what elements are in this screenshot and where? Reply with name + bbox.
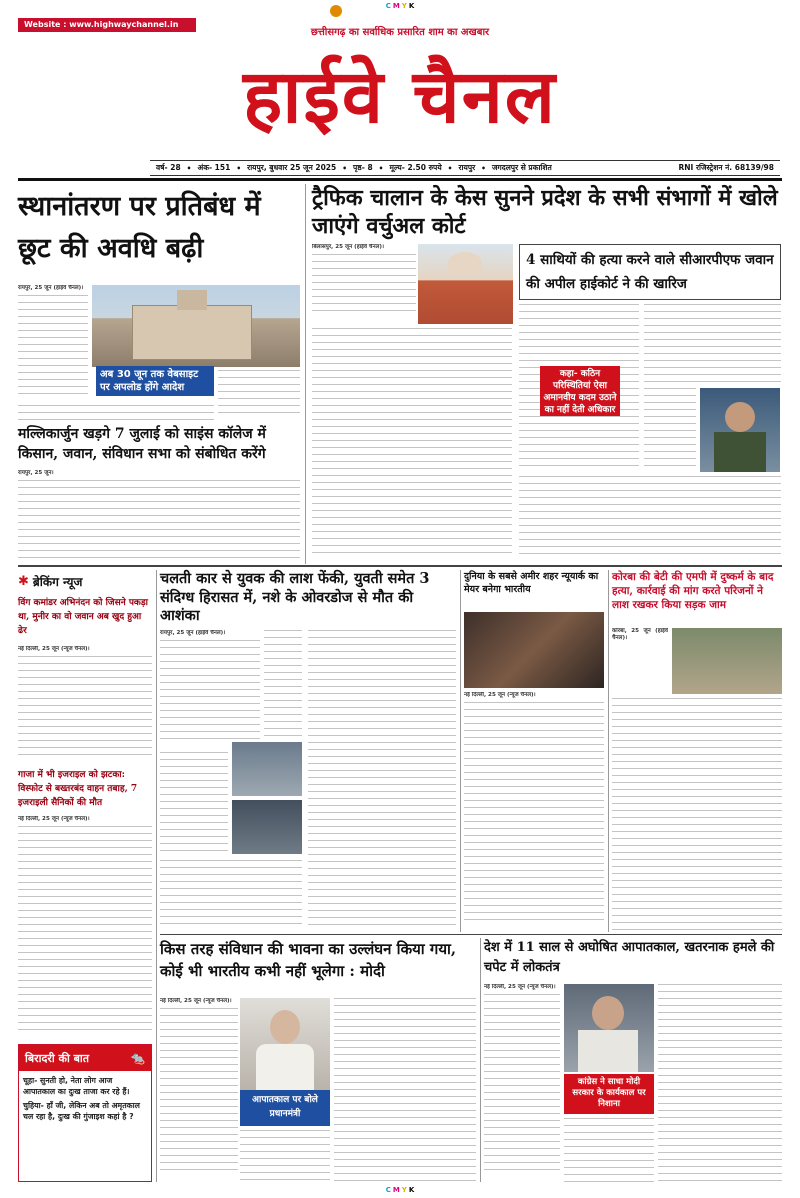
traffic-body [312, 244, 416, 324]
masthead-title: हाईवे चैनल [243, 54, 557, 140]
crpf-body-3 [519, 476, 781, 560]
pages: पृष्ठ- 8 [353, 163, 373, 172]
biradari-title: बिरादरी की बात [25, 1051, 90, 1065]
rni: RNI रजिस्ट्रेशन नं. 68139/98 [678, 163, 774, 172]
transfer-body-right [218, 370, 300, 416]
kharge-headline[interactable]: मल्लिकार्जुन खड़गे 7 जुलाई को साइंस कॉलेज में किसान, जवान, संविधान सभा को संबोधित करेंगे [18, 426, 266, 462]
car-photo-1 [232, 742, 302, 796]
crpf-body-2 [644, 304, 781, 384]
breaking-headline-2[interactable]: गाजा में भी इजराइल को झटका: विस्फोट से बख्तरबंद वाहन तबाह, 7 इजराइली सैनिकों की मौत [18, 770, 138, 808]
modi-photo [240, 998, 330, 1090]
traffic-body-2 [312, 328, 512, 558]
registration-marks-top: C M Y K [385, 2, 415, 10]
rat-icon: 🐀 [130, 1051, 145, 1065]
kharge-dateline: रायपुर, 25 जून। [18, 470, 54, 476]
car-photo-2 [232, 800, 302, 854]
korba-dateline: कोरबा, 25 जून (हाईवे चैनल)। [612, 628, 668, 642]
emergency-body-2 [658, 984, 782, 1182]
modi-body-1 [160, 998, 238, 1182]
korba-body [612, 698, 782, 930]
breaking-body-1 [18, 646, 152, 766]
breaking-label-box [18, 570, 152, 592]
kharge-body [18, 470, 300, 560]
edition: जगदलपुर से प्रकाशित [491, 163, 552, 172]
breaking-label: ब्रेकिंग न्यूज [32, 574, 83, 589]
breaking-icon: ✱ [18, 573, 29, 589]
traffic-dateline: बिलासपुर, 25 जून (हाईवे चैनल)। [312, 244, 385, 250]
car-body-3 [308, 630, 456, 930]
car-headline[interactable]: चलती कार से युवक की लाश फेंकी, युवती समेत 3 संदिग्ध हिरासत में, नशे के ओवरडोज से मौत की आशंका [160, 570, 430, 624]
biradari-line-1: चूहा- सुनती हो, नेता लोग आज आपातकाल का दुःख ताजा कर रहे हैं। [23, 1076, 130, 1096]
car-body-1 [160, 630, 260, 750]
richest-dateline: नई दिल्ली, 25 जून (न्यूज चैनल)। [464, 692, 536, 698]
header-rule [18, 178, 782, 181]
price: मूल्य- 2.50 रुपये [389, 163, 442, 172]
car-body-2 [160, 860, 302, 930]
biradari-box [18, 1044, 152, 1182]
transfer-dateline: रायपुर, 25 जून (हाईवे चैनल)। [18, 285, 84, 291]
breaking-dateline-1: नई दिल्ली, 25 जून (न्यूज चैनल)। [18, 646, 90, 652]
richest-headline[interactable]: दुनिया के सबसे अमीर शहर न्यूयार्क का मेयर बनेगा भारतीय [464, 571, 599, 595]
modi-dateline: नई दिल्ली, 25 जून (न्यूज चैनल)। [160, 998, 232, 1004]
website-label[interactable]: Website : www.highwaychannel.in [18, 18, 196, 32]
transfer-caption: अब 30 जून तक वेबसाइट पर अपलोड होंगे आदेश [96, 366, 214, 396]
transfer-headline[interactable]: स्थानांतरण पर प्रतिबंध में छूट की अवधि बढ़ी [18, 191, 261, 264]
emergency-body-1 [484, 984, 560, 1182]
info-bar: वर्ष- 28 • अंक- 151 • रायपुर, बुधवार 25 जून 2025 • पृष्ठ- 8 • मूल्य- 2.50 रुपये • रायपुर • जगदलपुर से प्रकाशित RNI रजिस्ट्रेशन नं. 68139/98 [150, 160, 780, 176]
crpf-photo [700, 388, 780, 472]
crpf-headline: 4 साथियों की हत्या करने वाले सीआरपीएफ जवान की अपील हाईकोर्ट ने की खारिज [526, 252, 774, 292]
mayor-photo [464, 612, 604, 688]
city: रायपुर [458, 163, 476, 172]
traffic-headline[interactable]: ट्रैफिक चालान के केस सुनने प्रदेश के सभी संभागों में खोले जाएंगे वर्चुअल कोर्ट [312, 185, 778, 239]
crpf-headline-box[interactable] [519, 244, 781, 300]
emergency-caption: कांग्रेस ने साधा मोदी सरकार के कार्यकाल पर निशाना [564, 1074, 654, 1114]
korba-dateline-box [612, 628, 668, 668]
korba-photo [672, 628, 782, 694]
richest-body [464, 692, 604, 930]
year: वर्ष- 28 [156, 163, 181, 172]
modi-caption: आपातकाल पर बोले प्रधानमंत्री [240, 1090, 330, 1126]
breaking-headline-1[interactable]: विंग कमांडर अभिनंदन को जिसने पकड़ा था, मुनीर का वो जवान अब खुद हुआ ढेर [18, 598, 148, 636]
crpf-callout: कहा- कठिन परिस्थितियां ऐसा अमानवीय कदम उठाने का नहीं देती अधिकार [540, 366, 620, 416]
place-date: रायपुर, बुधवार 25 जून 2025 [247, 163, 337, 172]
car-dateline: रायपुर, 25 जून (हाईवे चैनल)। [160, 630, 226, 636]
tagline: छत्तीसगढ़ का सर्वाधिक प्रसारित शाम का अखबार [310, 27, 490, 38]
modi-body-2 [334, 998, 476, 1182]
emergency-headline[interactable]: देश में 11 साल से अघोषित आपातकाल, खतरनाक हमले की चपेट में लोकतंत्र [484, 940, 775, 975]
issue: अंक- 151 [197, 163, 231, 172]
transfer-photo [92, 285, 300, 367]
column-rule [305, 184, 306, 564]
emblem-icon [330, 5, 342, 17]
transfer-body [18, 285, 88, 405]
congress-leader-photo [564, 984, 654, 1072]
breaking-body-2 [18, 816, 152, 1042]
emergency-dateline: नई दिल्ली, 25 जून (न्यूज चैनल)। [484, 984, 556, 990]
section-rule [18, 565, 782, 567]
korba-headline[interactable]: कोरबा की बेटी की एमपी में दुष्कर्म के बाद हत्या, कार्रवाई की मांग करते परिजनों ने लाश रखकर किया सड़क जाम [612, 571, 774, 611]
registration-marks-bottom: C M Y K [385, 1186, 415, 1194]
transfer-body-bottom [18, 405, 214, 421]
court-photo [418, 244, 513, 324]
modi-headline[interactable]: किस तरह संविधान की भावना का उल्लंघन किया गया, कोई भी भारतीय कभी नहीं भूलेगा : मोदी [160, 940, 457, 980]
breaking-dateline-2: नई दिल्ली, 25 जून (न्यूज चैनल)। [18, 816, 90, 822]
biradari-line-2: चुहिया- हाँ जी, लेकिन अब तो अमृतकाल चल रहा है, दुःख की गुंजाइश कहां है ? [23, 1101, 140, 1121]
